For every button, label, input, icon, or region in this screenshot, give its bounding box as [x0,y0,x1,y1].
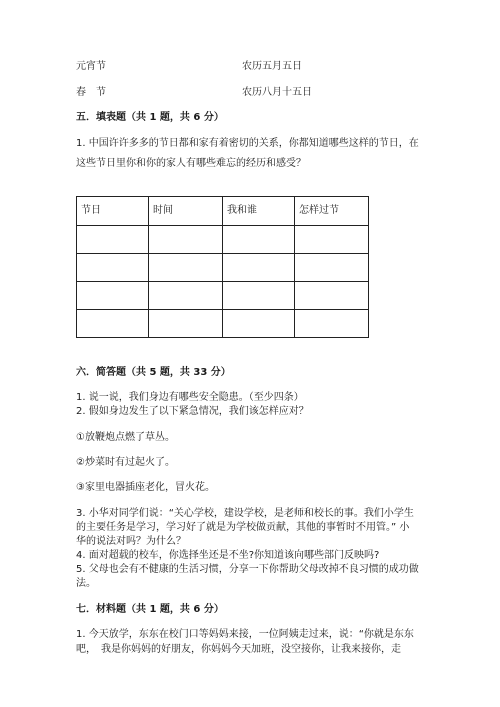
section6-q2: 2. 假如身边发生了以下紧急情况，我们该怎样应对？ [76,406,309,417]
section5-title: 五．填表题（共 1 题，共 6 分） [76,112,224,123]
section6-q5-line1: 5. 父母也会有不健康的生活习惯，分享一下你帮助父母改掉不良习惯的成功做 [76,564,419,575]
table-cell[interactable] [149,254,223,282]
section6-option-1: ①放鞭炮点燃了草丛。 [76,432,175,443]
match-left-2: 春 节 [76,87,106,98]
table-cell[interactable] [149,282,223,310]
section7-title: 七．材料题（共 1 题，共 6 分） [76,604,224,615]
table-cell[interactable] [77,226,149,254]
match-right-1: 农历五月五日 [242,61,302,72]
match-left-1: 元宵节 [76,61,106,72]
table-row [77,254,369,282]
table-header-with-whom: 我和谁 [223,197,295,226]
section6-q5-line2: 法。 [76,578,96,589]
section6-q3-line3: 华的说法对吗？为什么？ [76,536,186,547]
table-row [77,282,369,310]
section7-q1-line1: 1. 今天放学，东东在校门口等妈妈来接，一位阿姨走过来，说：“你就是东东 [76,629,414,640]
table-cell[interactable] [77,282,149,310]
section6-q4: 4. 面对超载的校车，你选择坐还是不坐?你知道该向哪些部门反映吗? [76,550,380,561]
table-cell[interactable] [295,282,369,310]
fill-in-table [76,196,369,338]
table-cell[interactable] [77,254,149,282]
section6-q3-line2: 的主要任务是学习，学习好了就是为学校做贡献，其他的事暂时不用管。” 小 [76,522,410,533]
match-right-2: 农历八月十五日 [242,87,312,98]
table-cell[interactable] [295,226,369,254]
section6-q3-line1: 3. 小华对同学们说：“关心学校，建设学校，是老师和校长的事。我们小学生 [76,508,414,519]
table-cell[interactable] [149,226,223,254]
table-header-how: 怎样过节 [295,197,369,226]
section6-option-2: ②炒菜时有过起火了。 [76,457,175,468]
table-row [77,310,369,338]
table-cell[interactable] [295,310,369,338]
table-cell[interactable] [77,310,149,338]
section5-q1-line2: 这些节日里你和你的家人有哪些难忘的经历和感受？ [76,158,306,169]
section6-title: 六．简答题（共 5 题，共 33 分） [76,367,231,378]
table-cell[interactable] [149,310,223,338]
table-cell[interactable] [223,282,295,310]
table-cell[interactable] [223,310,295,338]
section5-q1-line1: 1. 中国许许多多的节日都和家有着密切的关系，你都知道哪些这样的节日，在 [76,138,419,149]
table-header-festival: 节日 [77,197,149,226]
table-cell[interactable] [223,226,295,254]
table-header-time: 时间 [149,197,223,226]
table-header-row [77,197,369,226]
table-cell[interactable] [295,254,369,282]
section6-option-3: ③家里电器插座老化，冒火花。 [76,482,215,493]
section6-q1: 1. 说一说，我们身边有哪些安全隐患。（至少四条） [76,392,304,403]
table-row [77,226,369,254]
section7-q1-line2: 吧， 我是你妈妈的好朋友，你妈妈今天加班，没空接你，让我来接你，走 [76,644,401,655]
table-cell[interactable] [223,254,295,282]
